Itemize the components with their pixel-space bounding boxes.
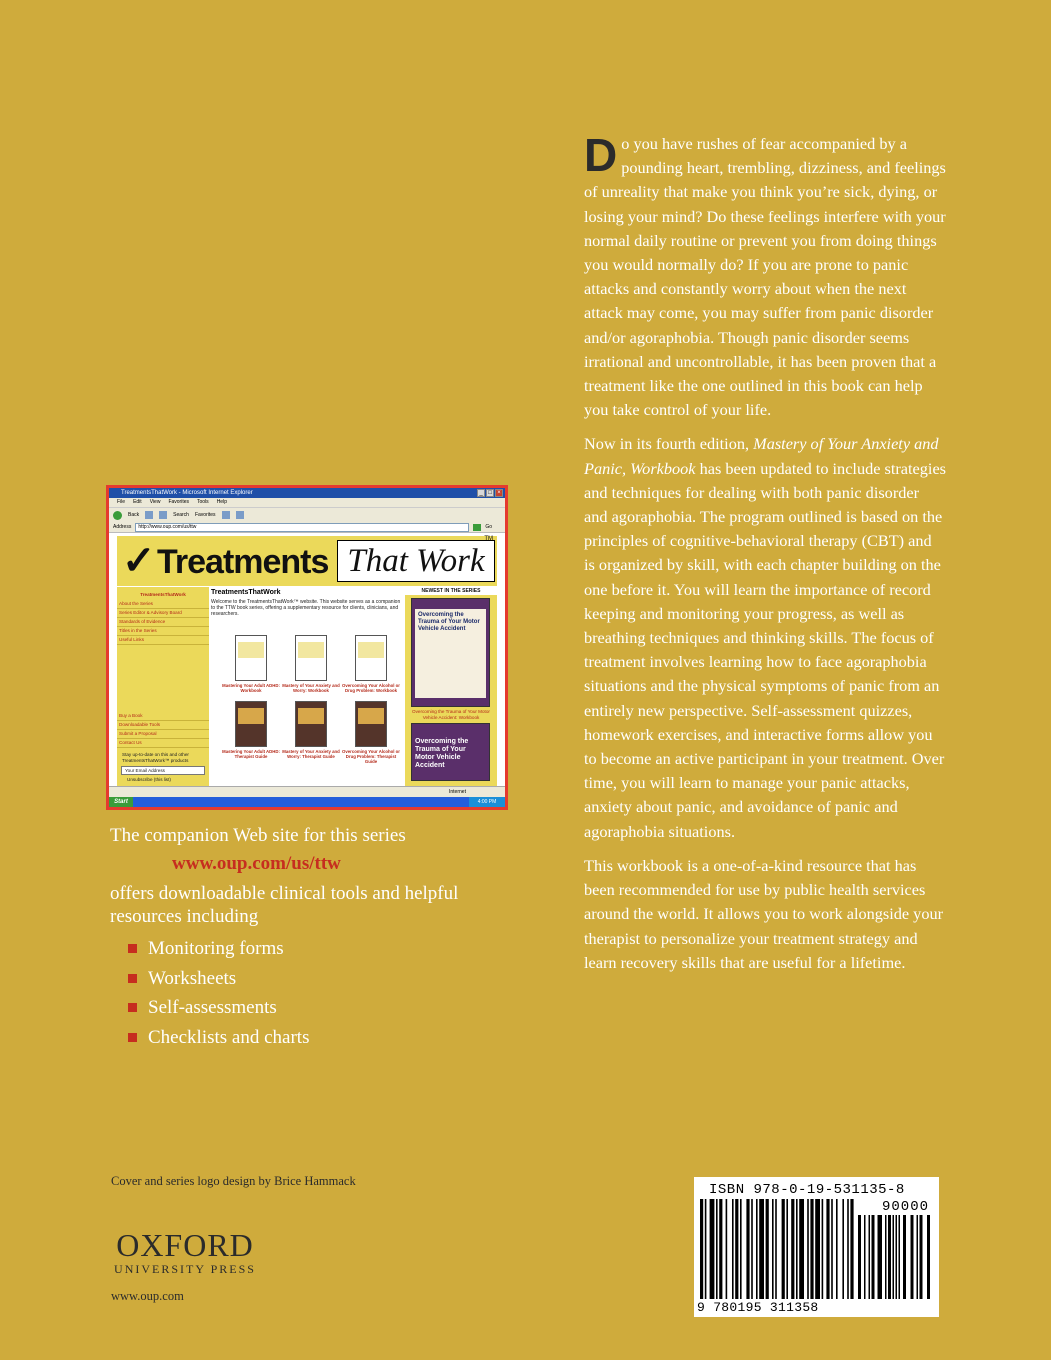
list-item bbox=[128, 934, 490, 964]
menu-favorites: Favorites bbox=[168, 499, 189, 505]
toolbar-back: Back bbox=[128, 512, 140, 518]
isbn-text: ISBN 978-0-19-531135-8 bbox=[709, 1182, 905, 1198]
unsubscribe-option: Unsubscribe (this list) bbox=[127, 777, 171, 782]
newest-book-cover bbox=[411, 598, 490, 707]
status-zone: Internet bbox=[449, 789, 466, 795]
menu-tools: Tools bbox=[197, 499, 209, 505]
book-cover bbox=[235, 701, 267, 747]
book-thumb bbox=[281, 635, 341, 693]
list-item bbox=[128, 1023, 490, 1053]
book-cover bbox=[295, 701, 327, 747]
companion-offers: offers downloadable clinical tools and helpful resources including bbox=[110, 883, 459, 927]
description-paragraph-1 bbox=[584, 129, 946, 422]
browser-titlebar bbox=[109, 488, 505, 498]
resource-label: Self-assessments bbox=[148, 997, 277, 1018]
book-label: Mastery of Your Anxiety and Worry: Workbook bbox=[282, 683, 340, 693]
book-cover bbox=[235, 635, 267, 681]
publisher-name: OXFORD bbox=[116, 1227, 254, 1263]
address-bar bbox=[109, 522, 505, 533]
nav-heading: TreatmentsThatWork bbox=[140, 592, 186, 597]
minimize-icon: _ bbox=[477, 489, 485, 497]
newest-book-caption: Overcoming the Trauma of Your Motor Vehicle Accident: Workbook bbox=[412, 709, 490, 720]
books-grid bbox=[221, 635, 403, 764]
second-book-cover: Overcoming the Trauma of Your Motor Vehicle Accident bbox=[411, 723, 490, 781]
resource-label: Monitoring forms bbox=[148, 938, 284, 959]
address-field: http://www.oup.com/us/ttw bbox=[135, 523, 469, 532]
menu-help: Help bbox=[216, 499, 227, 505]
paragraph-2-lead: Now in its fourth edition, bbox=[584, 434, 754, 454]
refresh-icon bbox=[145, 511, 153, 519]
publisher-website: www.oup.com bbox=[111, 1289, 184, 1303]
windows-taskbar bbox=[109, 797, 505, 807]
nav-item: Contact Us bbox=[117, 739, 209, 748]
logo-that-work: That Work bbox=[337, 540, 495, 582]
home-icon bbox=[159, 511, 167, 519]
nav-item: About the Series bbox=[117, 600, 209, 609]
newest-book-title: Overcoming the Trauma of Your Motor Vehicle Accident bbox=[415, 609, 486, 698]
book-label: Mastery of Your Anxiety and Worry: Therapist Guide bbox=[282, 749, 340, 759]
toolbar-search: Search bbox=[173, 512, 189, 518]
nav-item: Standards of Evidence bbox=[117, 618, 209, 627]
newest-in-series-panel bbox=[405, 587, 497, 787]
book-label: Overcoming Your Alcohol or Drug Problem: Therapist Guide bbox=[342, 749, 400, 764]
nav-item: Series Editor & Advisory Board bbox=[117, 609, 209, 618]
back-cover-description bbox=[584, 129, 947, 985]
logo-treatments: Treatments bbox=[157, 543, 329, 581]
resource-list bbox=[128, 934, 490, 1052]
book-label: Overcoming Your Alcohol or Drug Problem: Workbook bbox=[342, 683, 400, 693]
barcode-bars bbox=[696, 1199, 936, 1299]
go-icon bbox=[473, 524, 481, 531]
content-heading: TreatmentsThatWork bbox=[211, 589, 281, 596]
design-credit: Cover and series logo design by Brice Hammack bbox=[111, 1174, 356, 1188]
book-cover bbox=[355, 701, 387, 747]
newsletter-text: Stay up-to-date on this and other TreatmentsThatWork™ products bbox=[122, 752, 189, 763]
window-title: TreatmentsThatWork - Microsoft Internet Explorer bbox=[121, 490, 253, 496]
book-label: Mastering Your Adult ADHD: Therapist Guide bbox=[222, 749, 280, 759]
publisher-logo bbox=[110, 1228, 260, 1276]
bullet-square-icon bbox=[128, 1033, 137, 1042]
book-thumb bbox=[341, 701, 401, 764]
price-code: 90000 bbox=[881, 1199, 929, 1215]
companion-site-info bbox=[110, 824, 490, 1052]
nav-item: Submit a Proposal bbox=[117, 730, 209, 739]
menu-edit: Edit bbox=[133, 499, 142, 505]
browser-toolbar bbox=[109, 507, 505, 522]
paragraph-2-text: has been updated to include strategies and techniques for dealing with both panic disorder and agoraphobia. The program outlined is based on the principles of cognitive-behavioral therapy (CBT) and is organized by skill, with each chapter building on the one before it. You will learn the importance of record keeping and monitoring your progress, as well as breathing techniques and thinking skills. The focus of treatment involves learning how to face agoraphobia situations and the physical symptoms of panic from an entirely new perspective. Self-assessment quizzes, homework exercises, and interactive forms allow you to become an active participant in your treatment. Over time, you will learn to manage your panic attacks, anxiety about panic, and avoidance of panic and agoraphobia situations. bbox=[584, 458, 947, 841]
resource-label: Worksheets bbox=[148, 967, 237, 989]
barcode-digits: 9 780195 311358 bbox=[697, 1300, 819, 1315]
book-thumb bbox=[221, 701, 281, 764]
site-main-content bbox=[209, 587, 405, 787]
menu-file: File bbox=[117, 499, 126, 505]
description-paragraph-2 bbox=[584, 432, 946, 843]
close-icon: × bbox=[495, 489, 503, 497]
toolbar-favorites: Favorites bbox=[194, 512, 216, 518]
companion-intro: The companion Web site for this series bbox=[110, 825, 406, 846]
isbn-barcode bbox=[694, 1177, 939, 1317]
newest-heading: NEWEST IN THE SERIES bbox=[405, 587, 497, 595]
logo-trademark: TM bbox=[484, 536, 493, 542]
nav-item: Buy a Book bbox=[117, 712, 209, 721]
drop-cap: D bbox=[584, 129, 618, 181]
menu-view: View bbox=[149, 499, 161, 505]
book-thumb bbox=[281, 701, 341, 764]
checkmark-icon: ✓ bbox=[122, 539, 156, 583]
book-thumb bbox=[221, 635, 281, 693]
bullet-square-icon bbox=[128, 1003, 137, 1012]
site-left-nav bbox=[117, 587, 209, 787]
list-item bbox=[128, 993, 490, 1023]
book-label: Mastering Your Adult ADHD: Workbook bbox=[222, 683, 280, 693]
taskbar-clock: 4:00 PM bbox=[469, 797, 505, 807]
companion-url: www.oup.com/us/ttw bbox=[172, 853, 341, 874]
email-field: Your Email Address bbox=[121, 766, 205, 775]
description-paragraph-3: This workbook is a one-of-a-kind resource that has been recommended for use by public health services around the world. It allows you to work alongside your therapist to personalize your treatment strategy and learn recovery skills that are useful for a lifetime. bbox=[584, 855, 944, 972]
book-cover bbox=[355, 635, 387, 681]
window-controls bbox=[477, 489, 503, 497]
paragraph-1-text: o you have rushes of fear accompanied by a pounding heart, trembling, dizziness, and feelings of unreality that make you think you’re sick, dying, or losing your mind? Do these feelings interfere with your normal daily routine or prevent you from doing things you would normally do? If you are prone to panic attacks and constantly worry about when the next attack may come, you may suffer from panic disorder and/or agoraphobia. Though panic disorder seems irrational and uncontrollable, it has been proven that a treatment like the one outlined in this book can help you take control of your life. bbox=[584, 134, 946, 420]
resource-label: Checklists and charts bbox=[148, 1026, 310, 1048]
nav-bottom bbox=[117, 712, 209, 782]
ttw-logo-banner bbox=[117, 536, 497, 586]
maximize-icon: □ bbox=[486, 489, 494, 497]
book-thumb bbox=[341, 635, 401, 693]
content-intro: Welcome to the TreatmentsThatWork™ website. This website serves as a companion to the TTW book series, offering a supplementary resource for clients, clinicians, and researchers. bbox=[211, 599, 401, 617]
book-cover bbox=[295, 635, 327, 681]
website-screenshot bbox=[106, 485, 508, 810]
address-label: Address bbox=[113, 524, 132, 530]
book-title-italic: Mastery of Your Anxiety and Panic, Workbook bbox=[584, 434, 939, 478]
publisher-press: UNIVERSITY PRESS bbox=[114, 1262, 256, 1276]
back-arrow-icon bbox=[113, 511, 122, 520]
nav-item: Useful Links bbox=[117, 636, 209, 645]
browser-statusbar bbox=[109, 786, 505, 797]
nav-item: Downloadable Tools bbox=[117, 721, 209, 730]
bullet-square-icon bbox=[128, 944, 137, 953]
browser-menubar bbox=[109, 498, 505, 507]
mail-icon bbox=[222, 511, 230, 519]
nav-item: Titles in the Series bbox=[117, 627, 209, 636]
list-item bbox=[128, 964, 490, 994]
print-icon bbox=[236, 511, 244, 519]
bullet-square-icon bbox=[128, 974, 137, 983]
go-label: Go bbox=[485, 524, 493, 530]
start-button: Start bbox=[109, 797, 133, 807]
